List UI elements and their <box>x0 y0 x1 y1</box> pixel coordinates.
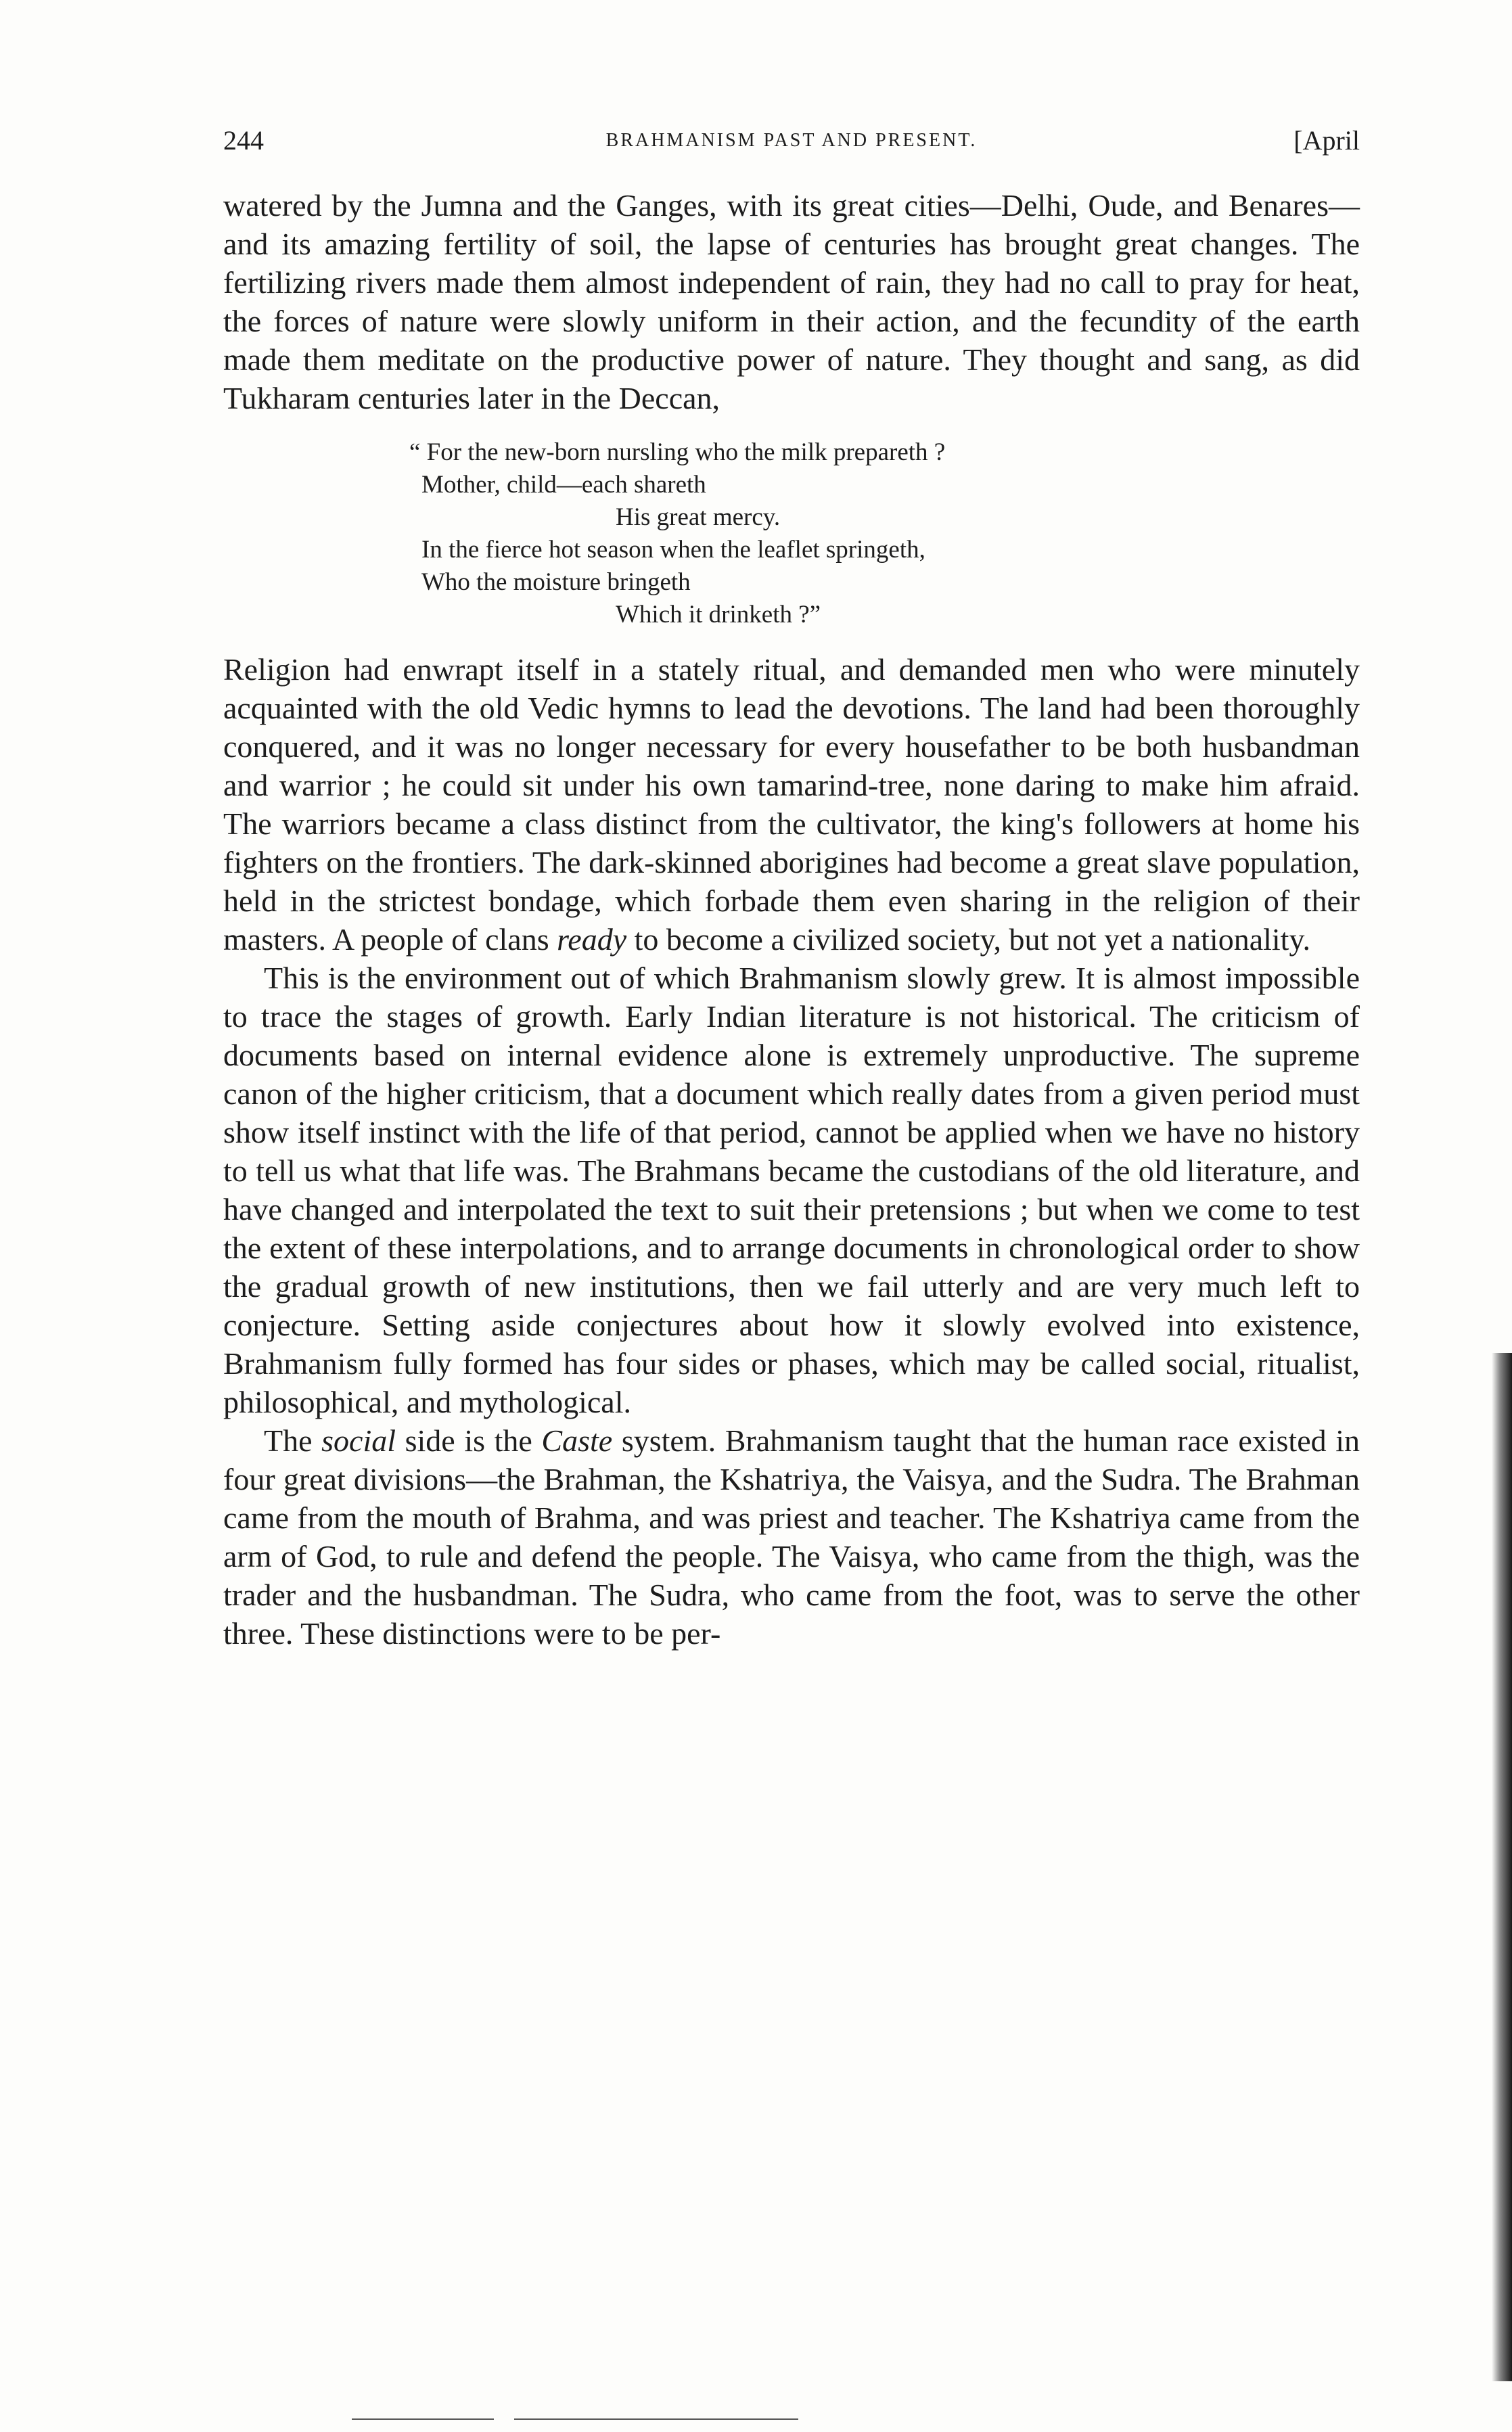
verse-line: In the fierce hot season when the leaflet springeth, <box>421 536 925 564</box>
paragraph-text: to become a civilized society, but not yet a nationality. <box>634 922 1310 957</box>
verse-line: “ For the new-born nursling who the milk prepareth ? <box>409 438 946 466</box>
running-head <box>223 120 1360 161</box>
italic-word: Caste <box>541 1423 613 1458</box>
paragraph-religion <box>223 650 1360 959</box>
paragraph-caste <box>223 1421 1360 1653</box>
verse-line: Mother, child—each shareth <box>421 471 706 499</box>
body-text <box>223 186 1360 1653</box>
page-edge-shadow <box>1492 1353 1512 2381</box>
verse-line: Who the moisture bringeth <box>421 568 691 596</box>
paragraph-environment: This is the environment out of which Brahmanism slowly grew. It is almost impossible to trace the stages of growth. Early Indian literature is not historical. The criticism of documents based on internal evidence alone is extremely unproductive. The supreme canon of the higher criticism, that a document which really dates from a given period must show itself instinct with the life of that period, cannot be applied when we have no history to tell us what that life was. The Brahmans became the custodians of the old literature, and have changed and interpolated the text to suit their pretensions ; but when we come to test the extent of these interpolations, and to arrange documents in chronological order to show the gradual growth of new institutions, then we fail utterly and are very much left to conjecture. Setting aside conjectures about how it slowly evolved into existence, Brahmanism fully formed has four sides or phases, which may be called social, ritualist, philosophical, and mythological. <box>223 961 1360 1419</box>
page-number: 244 <box>223 125 264 156</box>
paragraph-continued: watered by the Jumna and the Ganges, with its great cities—Delhi, Oude, and Benares—and its amazing fertility of soil, the lapse of centuries has brought great changes. The fertilizing rivers made them almost independent of rain, they had no call to pray for heat, the forces of nature were slowly uniform in their action, and the fecundity of the earth made them meditate on the productive power of nature. They thought and sang, as did Tukharam centuries later in the Deccan, <box>223 188 1360 415</box>
italic-word: social <box>321 1423 396 1458</box>
verse-line: Which it drinketh ?” <box>616 601 821 628</box>
bottom-scan-mark <box>352 2418 494 2420</box>
bottom-scan-mark <box>514 2418 798 2420</box>
running-month: [April <box>1293 125 1360 156</box>
verse-line: His great mercy. <box>616 503 781 531</box>
italic-word: ready <box>557 922 627 957</box>
running-title: BRAHMANISM PAST AND PRESENT. <box>605 130 978 151</box>
paragraph-text: Religion had enwrapt itself in a stately ritual, and demanded men who were minutely acquainted with the old Vedic hymns to lead the devotions. The land had been thoroughly conquered, and it was no longer necessary for every housefather to be both husbandman and warrior ; he could sit under his own tamarind-tree, none daring to make him afraid. The warriors became a class distinct from the cultivator, the king's followers at home his fighters on the frontiers. The dark-skinned aborigines had become a great slave population, held in the strictest bondage, which forbade them even sharing in the religion of their masters. A people of clans <box>223 652 1360 957</box>
paragraph-text: The <box>264 1423 313 1458</box>
paragraph-text: system. Brahmanism taught that the human race existed in four great divisions—the Brahman, the Kshatriya, the Vaisya, and the Sudra. The Brahman came from the mouth of Brahma, and was priest and teacher. The Kshatriya came from the arm of God, to rule and defend the people. The Vaisya, who came from the thigh, was the trader and the husbandman. The Sudra, who came from the foot, was to serve the other three. These distinctions were to be per- <box>223 1423 1360 1651</box>
paragraph-text: side is the <box>405 1423 532 1458</box>
verse-quotation <box>409 436 1360 631</box>
